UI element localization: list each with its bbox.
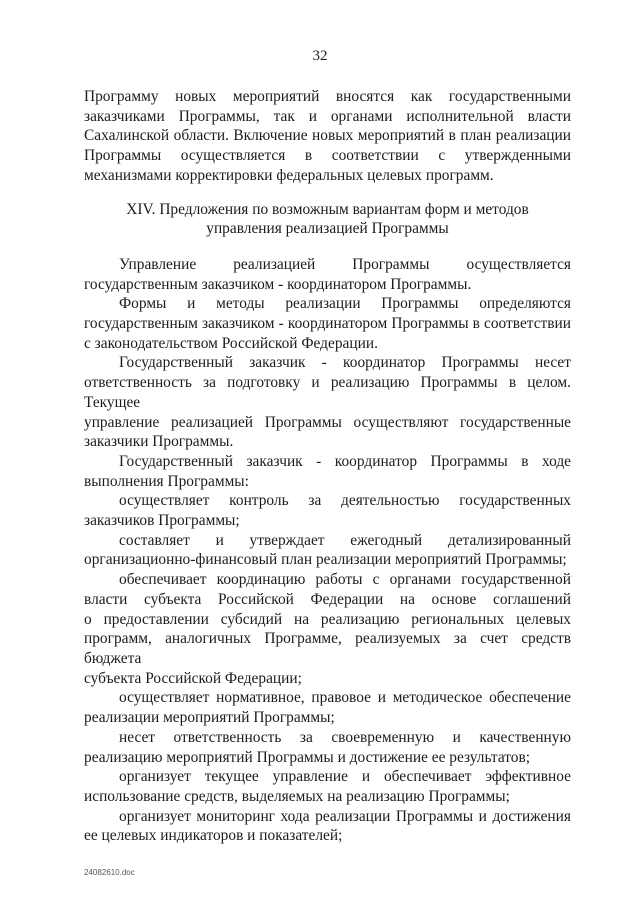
body-paragraph	[84, 353, 571, 452]
list-item	[84, 807, 571, 846]
text-line: Программы осуществляется в соответствии с утвержденными	[84, 147, 571, 165]
text-line: реализацию мероприятий Программы и достижение ее результатов;	[84, 748, 531, 766]
document-filename: 24082610.doc	[84, 868, 135, 877]
body-paragraph	[84, 452, 571, 491]
text-line: Управление реализацией Программы осуществляется	[119, 255, 571, 273]
text-line: осуществляет контроль за деятельностью государственных	[119, 492, 571, 510]
text-line: Сахалинской области. Включение новых мероприятий в план реализации	[84, 127, 571, 145]
text-line: власти субъекта Российской Федерации на основе соглашений	[84, 590, 571, 608]
text-line: о предоставлении субсидий на реализацию региональных целевых	[84, 610, 571, 628]
text-line: осуществляет нормативное, правовое и методическое обеспечение	[119, 689, 571, 707]
text-line: реализации мероприятий Программы;	[84, 709, 335, 727]
text-line: Программу новых мероприятий вносятся как государственными	[84, 88, 571, 105]
text-line: государственным заказчиком - координатором Программы в соответствии	[84, 315, 571, 333]
text-line: составляет и утверждает ежегодный детализированный	[119, 531, 571, 549]
list-item	[84, 688, 571, 727]
section-heading	[84, 200, 571, 239]
document-body	[84, 87, 571, 846]
list-item	[84, 570, 571, 688]
text-line: организует мониторинг хода реализации Программы и достижения	[119, 807, 571, 825]
text-line: использование средств, выделяемых на реализацию Программы;	[84, 787, 510, 805]
list-item	[84, 531, 571, 570]
text-line: ответственность за подготовку и реализацию Программы в целом. Текущее	[84, 374, 571, 411]
text-line: механизмами корректировки федеральных целевых программ.	[84, 166, 494, 184]
text-line: государственным заказчиком - координатором Программы.	[84, 275, 472, 293]
text-line: несет ответственность за своевременную и качественную	[119, 728, 571, 746]
text-line: заказчики Программы.	[84, 433, 234, 451]
text-line: заказчиками Программы, так и органами исполнительной власти	[84, 107, 571, 125]
body-paragraph	[84, 294, 571, 353]
text-line: обеспечивает координацию работы с органами государственной	[119, 571, 571, 589]
text-line: Формы и методы реализации Программы определяются	[119, 295, 571, 313]
text-line: Государственный заказчик - координатор Программы несет	[119, 354, 571, 372]
text-line: выполнения Программы:	[84, 472, 249, 490]
heading-line: управления реализацией Программы	[206, 220, 449, 238]
heading-line: XIV. Предложения по возможным вариантам форм и методов	[126, 200, 529, 218]
page-number: 32	[312, 48, 328, 64]
text-line: организационно-финансовый план реализации мероприятий Программы;	[84, 551, 567, 569]
text-line: ее целевых индикаторов и показателей;	[84, 827, 343, 845]
body-paragraph	[84, 255, 571, 294]
text-line: управление реализацией Программы осуществляют государственные	[84, 413, 571, 431]
list-item	[84, 767, 571, 806]
list-item	[84, 728, 571, 767]
text-line: программ, аналогичных Программе, реализуемых за счет средств бюджета	[84, 630, 571, 667]
text-line: с законодательством Российской Федерации.	[84, 334, 378, 352]
list-item	[84, 491, 571, 530]
text-line: Государственный заказчик - координатор Программы в ходе	[119, 452, 571, 470]
intro-paragraph	[84, 87, 571, 186]
text-line: субъекта Российской Федерации;	[84, 669, 302, 687]
text-line: организует текущее управление и обеспечивает эффективное	[119, 768, 571, 786]
text-line: заказчиков Программы;	[84, 512, 240, 530]
